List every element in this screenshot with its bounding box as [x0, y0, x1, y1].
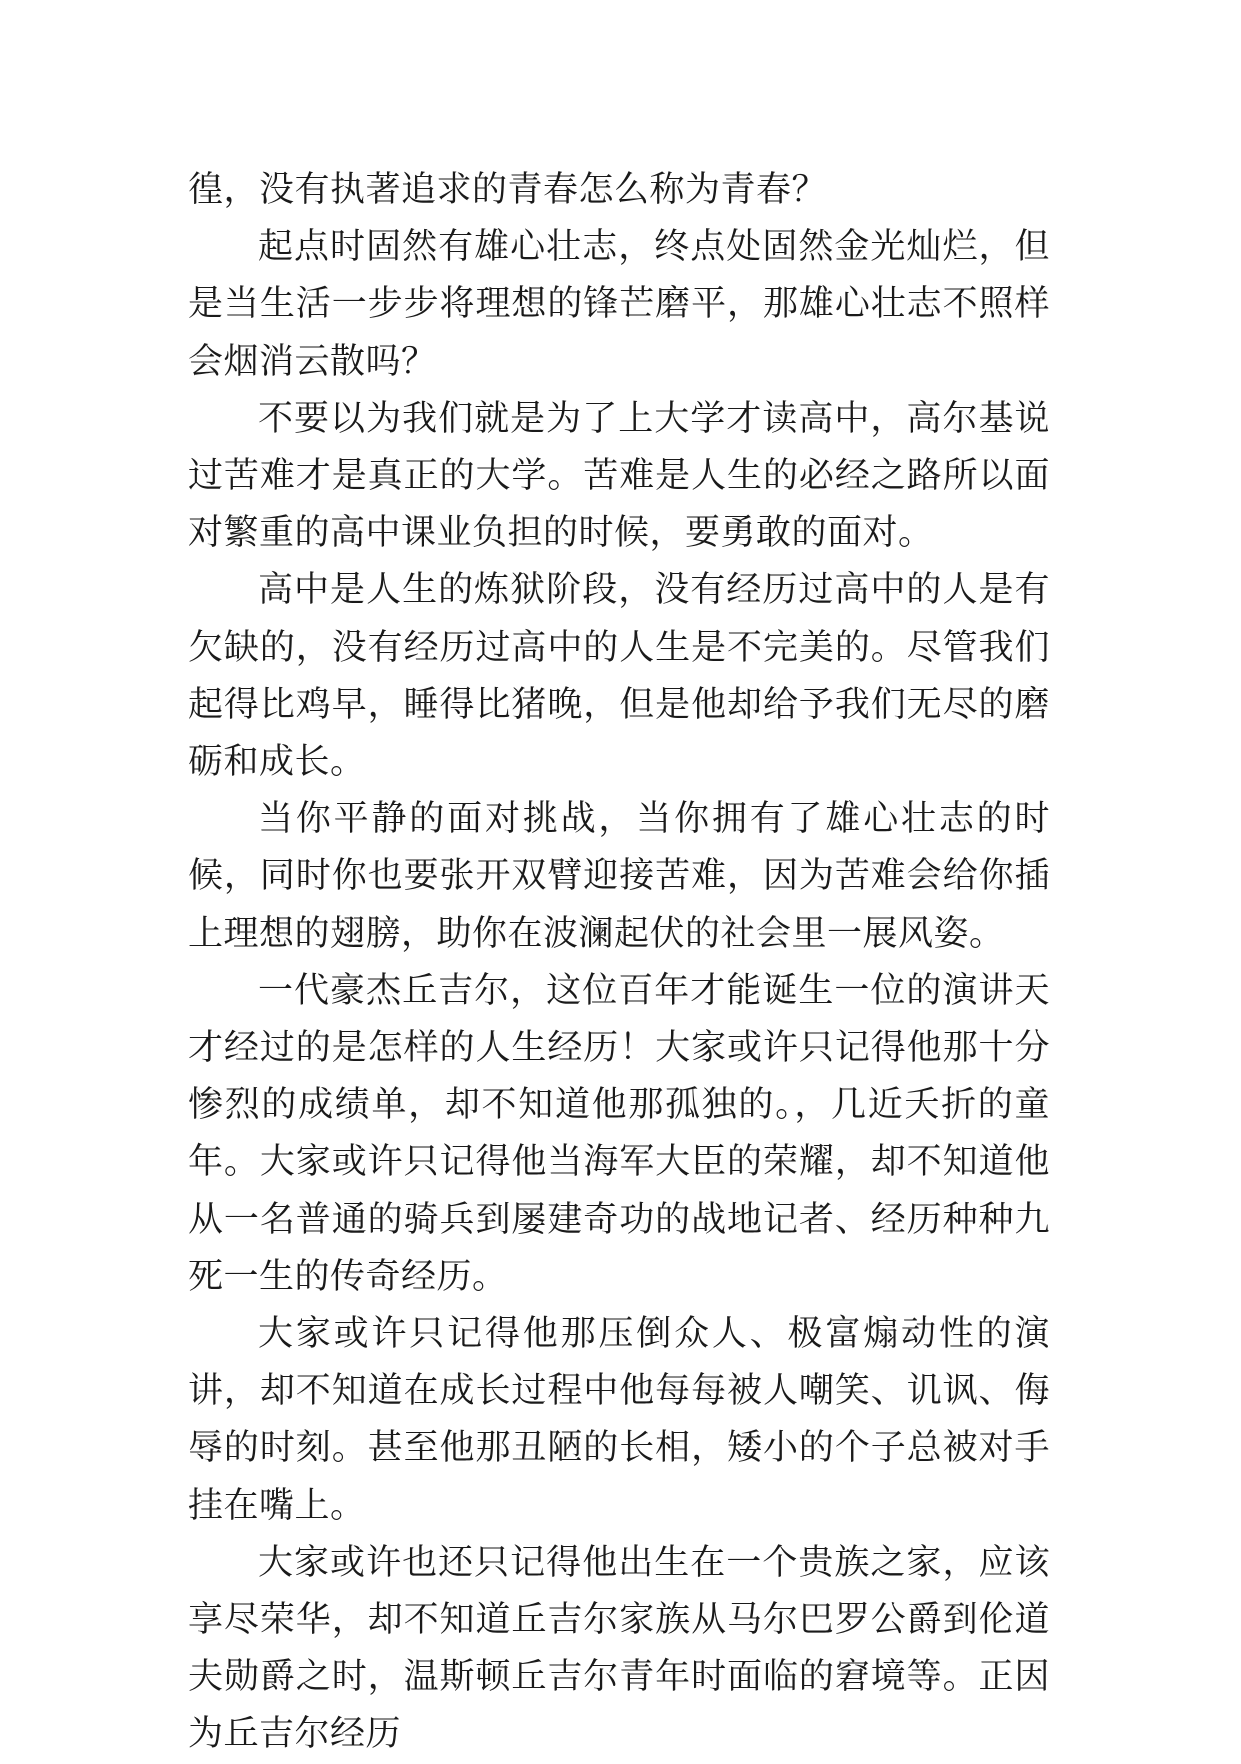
paragraph-2: 起点时固然有雄心壮志，终点处固然金光灿烂，但是当生活一步步将理想的锋芒磨平，那雄心壮志不照样会烟消云散吗？: [188, 227, 1050, 382]
paragraph-7: 大家或许只记得他那压倒众人、极富煽动性的演讲，却不知道在成长过程中他每每被人嘲笑、讥讽、侮辱的时刻。甚至他那丑陋的长相，矮小的个子总被对手挂在嘴上。: [188, 1314, 1050, 1526]
paragraph-3: 不要以为我们就是为了上大学才读高中，高尔基说过苦难才是真正的大学。苦难是人生的必经之路所以面对繁重的高中课业负担的时候，要勇敢的面对。: [188, 398, 1050, 554]
paragraph-8: 大家或许也还只记得他出生在一个贵族之家，应该享尽荣华，却不知道丘吉尔家族从马尔巴罗公爵到伦道夫勋爵之时，温斯顿丘吉尔青年时面临的窘境等。正因为丘吉尔经历: [188, 1542, 1050, 1755]
paragraph-6: 一代豪杰丘吉尔，这位百年才能诞生一位的演讲天才经过的是怎样的人生经历！大家或许只记得他那十分惨烈的成绩单，却不知道他那孤独的。，几近夭折的童年。大家或许只记得他当海军大臣的荣耀，却不知道他从一名普通的骑兵到屡建奇功的战地记者、经历种种九死一生的传奇经历。: [188, 970, 1050, 1297]
paragraph-1: 徨，没有执著追求的青春怎么称为青春？: [188, 170, 828, 210]
paragraph-5: 当你平静的面对挑战，当你拥有了雄心壮志的时候，同时你也要张开双臂迎接苦难，因为苦难会给你插上理想的翅膀，助你在波澜起伏的社会里一展风姿。: [188, 799, 1050, 954]
document-body: [188, 162, 1050, 1764]
paragraph-4: 高中是人生的炼狱阶段，没有经历过高中的人是有欠缺的，没有经历过高中的人生是不完美的。尽管我们起得比鸡早，睡得比猪晚，但是他却给予我们无尽的磨砺和成长。: [188, 570, 1050, 783]
